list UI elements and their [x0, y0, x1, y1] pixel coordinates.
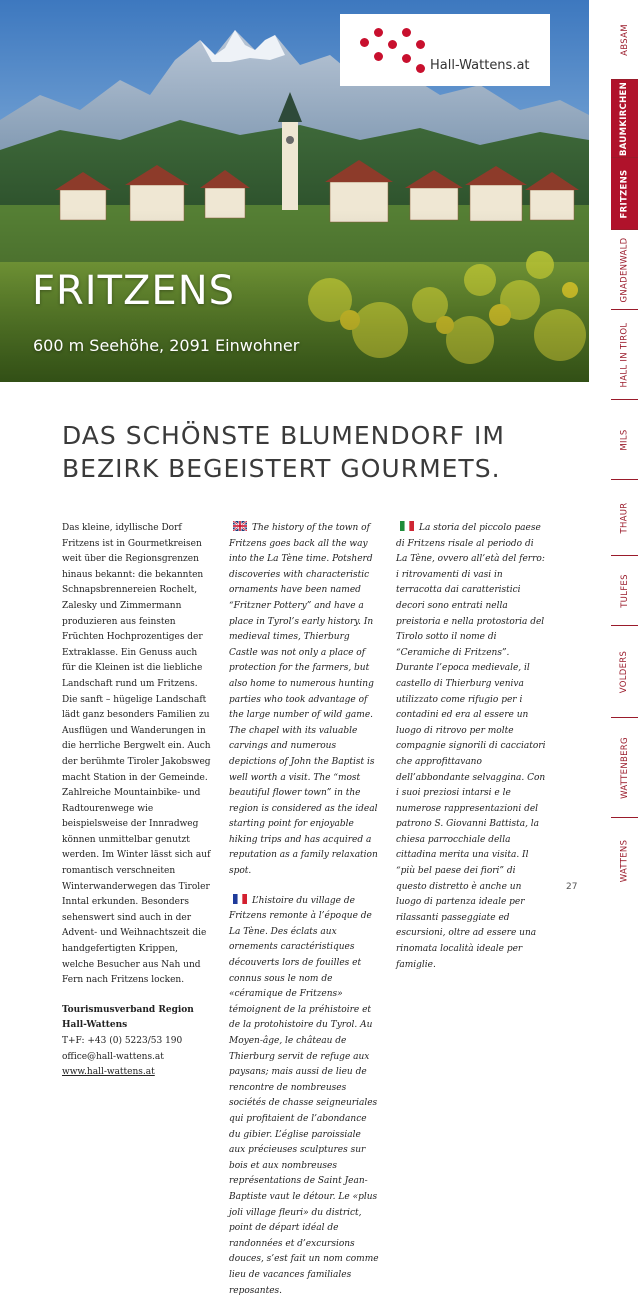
italian-text: La storia del piccolo paese di Fritzens risale al periodo di La Tène, ovvero all’età del ferro: i ritrovamenti di vasi in terracotta dai caratteristici decori sono entrati nella preistoria e nella protostoria del Tirolo sotto il nome di “Ceramiche di Fritzens”. Durante l’epoca medievale, il castello di Thierburg veniva utilizzato come rifugio per i contadini ed era al essere un luogo di ritrovo per molte compagnie signorili di cacciatori che approfittavano dell’abbondante selvaggina. Con i suoi preziosi intarsi e le numerose rappresentazioni del patrono S. Giovanni Battista, la chiesa parrocchiale della cittadina merita una visita. Il “più bel paese dei fiori” di questo distretto è anche un luogo di partenza ideale per rilassanti passeggiate ed escursioni, oltre ad essere una rinomata località ideale per famiglie. — [396, 523, 546, 970]
tab-gnadenwald[interactable]: GNADENWALD — [611, 230, 638, 310]
logo-dot — [388, 40, 397, 49]
tab-fritzens[interactable]: FRITZENS — [611, 158, 638, 230]
english-paragraph — [229, 521, 379, 880]
german-text: Das kleine, idyllische Dorf Fritzens ist in Gourmetkreisen weit über die Regionsgrenzen hinaus bekannt: die bekannten Schnapsbrennereien Rochelt, Zalesky und Zimmermann produzieren aus feinsten Früchten Hochprozentiges der Extraklasse. Ein Genuss auch für die Kleinen ist die liebliche Landschaft rund um Fritzens. Die sanft – hügelige Landschaft lädt ganz besonders Familien zu Ausflügen und Wanderungen in die herrliche Bergwelt ein. Auch der berühmte Tiroler Jakobsweg macht Station in der Gemeinde. Zahlreiche Mountainbike- und Radtourenwege wie beispielsweise der Innradweg können unmittelbar genutzt werden. Im Winter lässt sich auf romantisch verschneiten Winterwanderwegen das Tiroler Inntal erkunden. Besonders sehenswert sind auch in der Advent- und Weihnachtszeit die handgefertigten Krippen, welche Besucher aus Nah und Fern nach Fritzens locken. — [62, 523, 211, 986]
contact-phone: T+F: +43 (0) 5223/53 190 — [62, 1036, 183, 1046]
uk-flag-icon — [233, 521, 247, 531]
english-french-column — [229, 521, 379, 1313]
france-flag-icon — [233, 894, 247, 904]
contact-website-link[interactable]: www.hall-wattens.at — [62, 1067, 155, 1078]
hero-subtitle: 600 m Seehöhe, 2091 Einwohner — [33, 336, 300, 355]
tab-wattens[interactable]: WATTENS — [619, 839, 630, 882]
tab-wattenberg[interactable]: WATTENBERG — [611, 718, 638, 818]
tab-tulfes[interactable]: TULFES — [611, 556, 638, 626]
tab-hall-in-tirol[interactable]: HALL IN TIROL — [611, 310, 638, 400]
tab-baumkirchen[interactable]: BAUMKIRCHEN — [611, 80, 638, 158]
logo-dot — [402, 54, 411, 63]
contact-email[interactable]: office@hall-wattens.at — [62, 1051, 164, 1062]
headline: DAS SCHÖNSTE BLUMENDORF IM BEZIRK BEGEISTERT GOURMETS. — [62, 421, 505, 483]
logo-dot — [416, 64, 425, 73]
italian-paragraph — [396, 521, 546, 973]
tab-mils[interactable]: MILS — [611, 400, 638, 480]
contact-name: Tourismusverband Region Hall-Wattens — [62, 1004, 194, 1031]
municipality-sidebar — [611, 0, 638, 903]
french-text: L’histoire du village de Fritzens remonte à l’époque de La Tène. Des éclats aux ornements caractéristiques découverts lors de fouilles et connus sous le nom de «céramique de Fritzens» témoignent de la préhistoire et de la protohistoire du Tyrol. Au Moyen-âge, le château de Thierburg servit de refuge aux paysans; mais aussi de lieu de rencontre de nombreuses sociétés de chasse seigneuriales qui profitaient de l’abondance du gibier. L’église paroissiale aux précieuses sculptures sur bois et aux nombreuses représentations de Saint Jean-Baptiste vaut le détour. Le «plus joli village fleuri» du district, point de départ idéal de randonnées et d’excursions douces, s’est fait un nom comme lieu de vacances familiales reposantes. — [229, 895, 379, 1296]
logo-text[interactable]: Hall-Wattens.at — [430, 58, 530, 73]
logo-dot — [360, 38, 369, 47]
logo-dot — [374, 52, 383, 61]
contact-block — [62, 1003, 212, 1081]
logo-dot — [416, 40, 425, 49]
english-text: The history of the town of Fritzens goes back all the way into the La Tène time. Potsherd discoveries with characteristic ornaments have been named “Fritzner Pottery” and have a place in Tyrol’s early history. In medieval times, Thierburg Castle was not only a place of protection for the farmers, but also home to numerous hunting parties who took advantage of the large number of wild game. The chapel with its valuable carvings and numerous depictions of John the Baptist is well worth a visit. The “most beautiful flower town” in the region is considered as the ideal starting point for enjoyable hiking trips and has acquired a reputation as a family relaxation spot. — [229, 523, 378, 877]
tab-volders[interactable]: VOLDERS — [611, 626, 638, 718]
italian-column — [396, 521, 546, 987]
german-column — [62, 521, 212, 1081]
italy-flag-icon — [400, 521, 414, 531]
page-number: 27 — [566, 882, 578, 892]
logo-dot — [374, 28, 383, 37]
tab-absam[interactable]: ABSAM — [611, 0, 638, 80]
hero-title: FRITZENS — [32, 268, 236, 314]
logo — [340, 14, 550, 86]
french-paragraph — [229, 894, 379, 1299]
tab-thaur[interactable]: THAUR — [611, 480, 638, 556]
logo-dot — [402, 28, 411, 37]
